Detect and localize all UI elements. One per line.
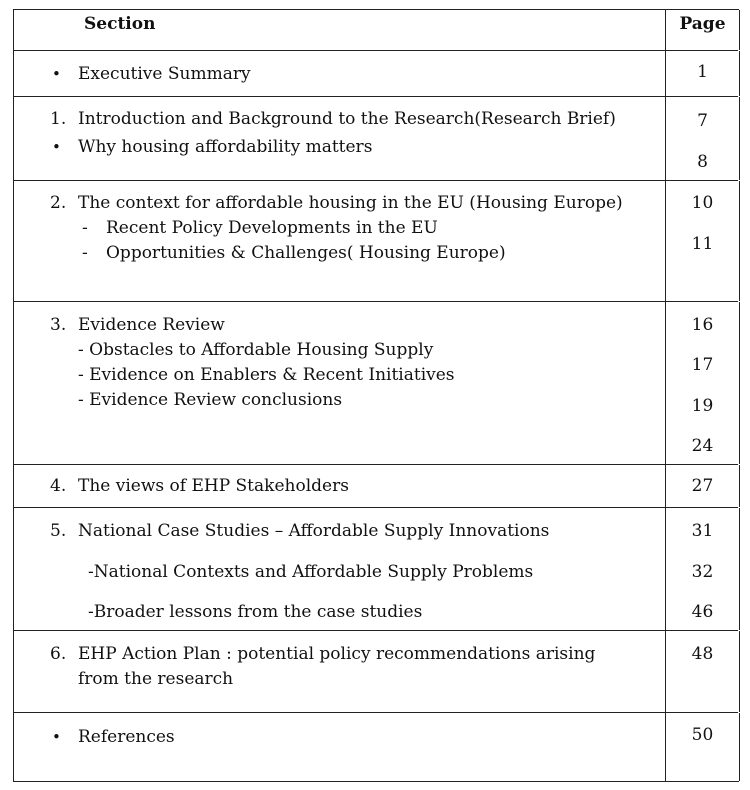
toc-row-executive-summary xyxy=(14,51,738,97)
section-number: 4. xyxy=(50,476,67,496)
toc-subentry: - Evidence Review conclusions xyxy=(78,390,343,410)
page-number: 19 xyxy=(691,396,714,416)
toc-subentry: - Evidence on Enablers & Recent Initiatives xyxy=(78,365,455,385)
page-number: 17 xyxy=(691,355,714,375)
page-number: 10 xyxy=(691,193,714,213)
section-number: 3. xyxy=(50,315,67,335)
page-number: 7 xyxy=(697,111,708,131)
page-number: 11 xyxy=(691,234,714,254)
section-number: 1. xyxy=(50,109,67,129)
toc-entry: The context for affordable housing in the EU (Housing Europe) xyxy=(78,193,623,213)
page-number: 46 xyxy=(691,602,714,622)
toc-row-context xyxy=(14,181,738,302)
toc-entry: National Case Studies – Affordable Supply Innovations xyxy=(78,521,550,541)
toc-entry: EHP Action Plan : potential policy recommendations arising xyxy=(78,644,596,664)
toc-row-evidence-review xyxy=(14,302,738,465)
page-number: 48 xyxy=(691,644,714,664)
section-column-header: Section xyxy=(84,14,156,34)
toc-row-introduction xyxy=(14,97,738,181)
section-number: 5. xyxy=(50,521,67,541)
toc-entry: Introduction and Background to the Research(Research Brief) xyxy=(78,109,616,129)
toc-row-references xyxy=(14,713,738,781)
page-number: 32 xyxy=(691,562,714,582)
page-number: 1 xyxy=(697,62,708,82)
dash-marker: - xyxy=(82,243,88,263)
section-number: 6. xyxy=(50,644,67,664)
toc-subentry: -National Contexts and Affordable Supply Problems xyxy=(88,562,534,582)
bullet-marker: • xyxy=(52,65,61,83)
toc-row-action-plan xyxy=(14,631,738,713)
dash-marker: - xyxy=(82,218,88,238)
page-number: 31 xyxy=(691,521,714,541)
toc-subentry: - Obstacles to Affordable Housing Supply xyxy=(78,340,434,360)
bullet-marker: • xyxy=(52,138,61,156)
page-number: 27 xyxy=(691,476,714,496)
bullet-marker: • xyxy=(52,728,61,746)
table-of-contents xyxy=(13,9,739,782)
page-column-header: Page xyxy=(679,14,726,34)
toc-row-case-studies xyxy=(14,508,738,631)
page-number: 50 xyxy=(691,725,714,745)
toc-subentry: -Broader lessons from the case studies xyxy=(88,602,423,622)
page-number: 24 xyxy=(691,436,714,456)
toc-subentry: Recent Policy Developments in the EU xyxy=(106,218,438,238)
toc-entry: Why housing affordability matters xyxy=(78,137,373,157)
toc-entry: References xyxy=(78,727,175,747)
section-number: 2. xyxy=(50,193,67,213)
toc-entry: The views of EHP Stakeholders xyxy=(78,476,349,496)
page-number: 16 xyxy=(691,315,714,335)
page-number: 8 xyxy=(697,152,708,172)
toc-subentry: Opportunities & Challenges( Housing Europe) xyxy=(106,243,506,263)
toc-entry-continuation: from the research xyxy=(78,669,234,689)
toc-entry: Executive Summary xyxy=(78,64,251,84)
toc-row-stakeholders xyxy=(14,465,738,508)
toc-entry: Evidence Review xyxy=(78,315,225,335)
toc-header-row xyxy=(14,10,738,51)
